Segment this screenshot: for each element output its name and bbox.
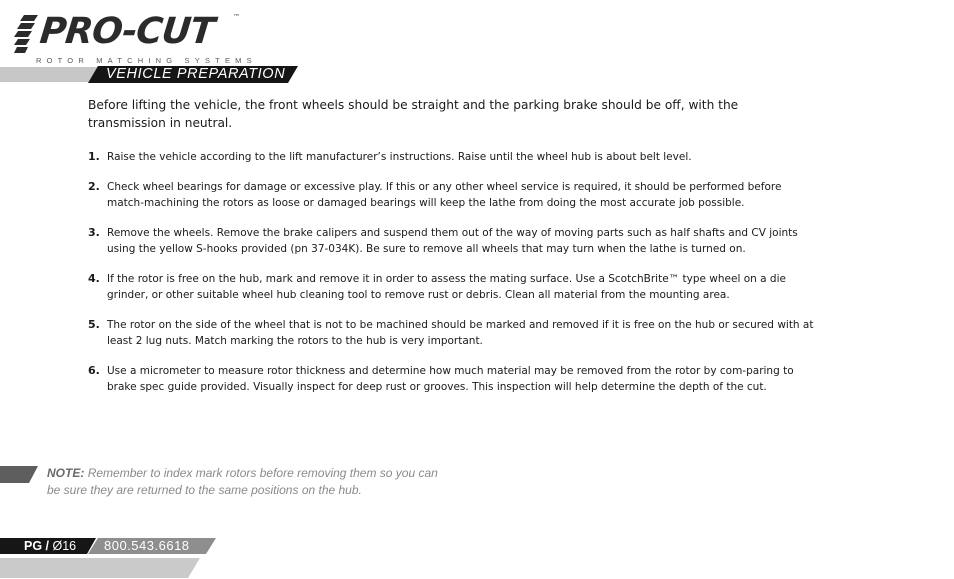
steps-list: [88, 149, 818, 395]
note-tab: [0, 466, 38, 483]
step-text: Check wheel bearings for damage or excessive play. If this or any other wheel service is required, it should be performed before match-machining the rotors as loose or damaged bearings will keep the lathe from doing the most accurate job possible.: [107, 181, 782, 209]
brand-logo: [14, 11, 257, 65]
step-item: [88, 225, 818, 257]
step-text: The rotor on the side of the wheel that is not to be machined should be marked and removed if it is free on the hub or secured with at least 2 lug nuts. Match marking the rotors to the hub is very important.: [107, 319, 814, 347]
step-number: 1.: [88, 150, 100, 163]
note-callout: [47, 465, 447, 498]
step-item: [88, 363, 818, 395]
page-label: PG /: [24, 539, 50, 553]
intro-paragraph: Before lifting the vehicle, the front wheels should be straight and the parking brake should be off, with the transmission in neutral.: [88, 98, 739, 130]
header-band: [0, 67, 100, 82]
step-text: Use a micrometer to measure rotor thickness and determine how much material may be removed from the rotor by com-paring to brake spec guide provided. Visually inspect for deep rust or grooves. This inspection will help determine the depth of the cut.: [107, 365, 794, 393]
step-item: [88, 179, 818, 211]
step-number: 6.: [88, 364, 100, 377]
step-text: Remove the wheels. Remove the brake calipers and suspend them out of the way of moving parts such as half shafts and CV joints using the yellow S-hooks provided (pn 37-034K). Be sure to remove all wheels that may turn when the lathe is turned on.: [107, 227, 798, 255]
page-indicator: [24, 538, 76, 554]
step-number: 4.: [88, 272, 100, 285]
trademark-symbol: ™: [233, 13, 240, 21]
section-title: VEHICLE PREPARATION: [106, 66, 286, 82]
step-number: 3.: [88, 226, 100, 239]
note-text: Remember to index mark rotors before removing them so you can be sure they are returned to the same positions on the hub.: [47, 466, 438, 497]
page-number: Ø16: [52, 539, 77, 553]
step-number: 5.: [88, 318, 100, 331]
phone-number: 800.543.6618: [104, 538, 190, 553]
step-item: [88, 149, 818, 165]
brand-name: PRO-CUT: [37, 11, 216, 52]
footer-band: [0, 558, 200, 578]
speed-stripes-icon: [14, 15, 38, 53]
brand-tagline: ROTOR MATCHING SYSTEMS: [36, 56, 257, 65]
note-label: NOTE:: [47, 466, 85, 480]
step-text: Raise the vehicle according to the lift manufacturer’s instructions. Raise until the wheel hub is about belt level.: [107, 151, 692, 163]
step-item: [88, 317, 818, 349]
step-text: If the rotor is free on the hub, mark and remove it in order to assess the mating surface. Use a ScotchBrite™ type wheel on a die grinder, or other suitable wheel hub cleaning tool to remove rust or debris. Clean all material from the mounting area.: [107, 273, 786, 301]
step-number: 2.: [88, 180, 100, 193]
step-item: [88, 271, 818, 303]
